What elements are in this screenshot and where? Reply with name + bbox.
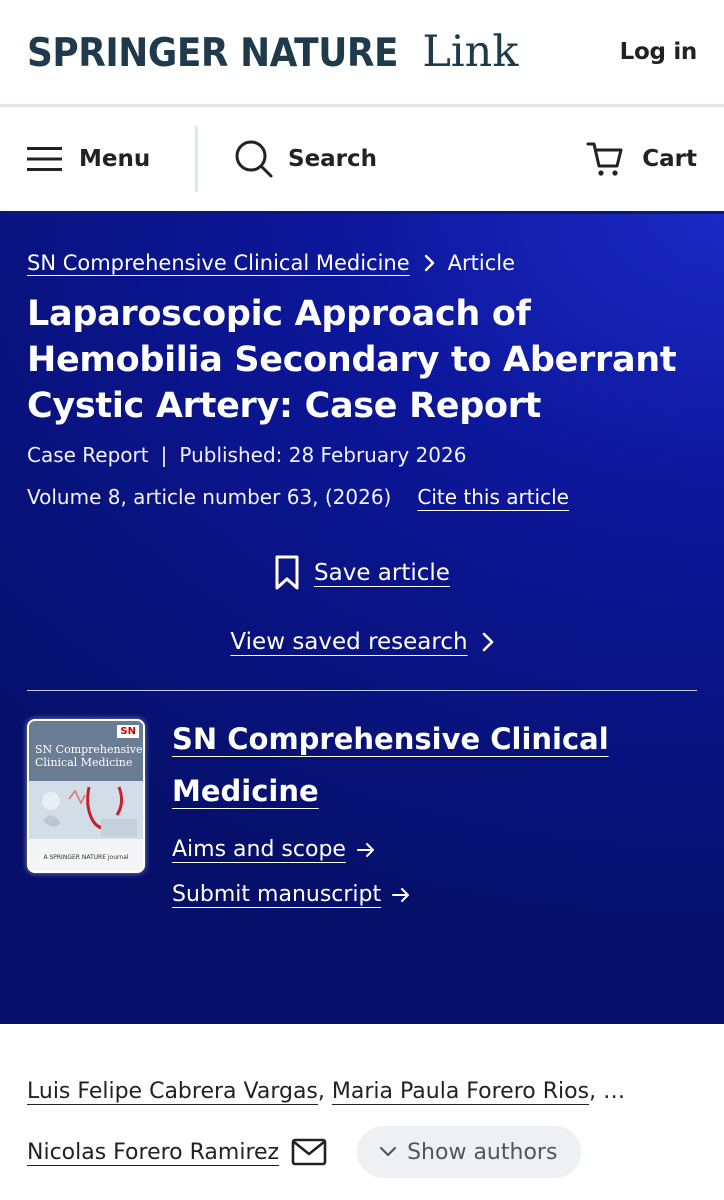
journal-box <box>27 719 697 907</box>
search-label: Search <box>288 146 378 172</box>
arrow-right-icon <box>391 886 411 904</box>
save-article-button[interactable] <box>27 555 697 591</box>
logo-brand-text: SPRINGER NATURE <box>27 31 399 76</box>
authors-list: Luis Felipe Cabrera Vargas , Maria Paula Forero Rios , … <box>27 1078 626 1104</box>
authors-ellipsis: … <box>603 1078 626 1104</box>
article-meta <box>27 443 697 467</box>
nav-divider <box>195 126 198 192</box>
main-navigation <box>0 107 724 214</box>
show-authors-button[interactable] <box>357 1126 581 1178</box>
aims-and-scope-link[interactable] <box>172 837 697 862</box>
cart-button[interactable] <box>586 140 697 178</box>
view-saved-research-label: View saved research <box>230 629 468 655</box>
logo-link-text: Link <box>422 27 519 77</box>
published-date: Published: 28 February 2026 <box>179 443 467 467</box>
article-hero <box>0 214 724 1024</box>
search-icon <box>234 139 274 179</box>
submit-manuscript-link[interactable] <box>172 882 697 907</box>
aims-and-scope-label: Aims and scope <box>172 837 346 862</box>
corresponding-author-link[interactable]: Nicolas Forero Ramirez <box>27 1139 280 1165</box>
chevron-down-icon <box>379 1146 397 1158</box>
journal-cover-image[interactable] <box>27 719 145 873</box>
submit-manuscript-label: Submit manuscript <box>172 882 382 907</box>
chevron-right-icon <box>482 632 494 652</box>
email-icon[interactable] <box>291 1138 327 1166</box>
cite-article-link[interactable]: Cite this article <box>417 485 569 509</box>
cover-title: SN Comprehensive Clinical Medicine <box>35 743 143 769</box>
cover-publisher: A SPRINGER NATURE journal <box>43 854 129 861</box>
article-title: Laparoscopic Approach of Hemobilia Secondary to Aberrant Cystic Artery: Case Report <box>27 294 677 426</box>
article-type: Case Report <box>27 443 149 467</box>
view-saved-research-link[interactable] <box>27 629 697 655</box>
arrow-right-icon <box>356 841 376 859</box>
breadcrumb-journal-link[interactable]: SN Comprehensive Clinical Medicine <box>27 251 410 275</box>
save-article-label: Save article <box>314 560 450 586</box>
cover-illustration <box>29 781 143 839</box>
author-link[interactable]: Luis Felipe Cabrera Vargas <box>27 1078 318 1104</box>
meta-separator: | <box>160 443 168 467</box>
journal-name-link[interactable]: SN Comprehensive Clinical Medicine <box>172 722 609 808</box>
search-button[interactable] <box>234 139 377 179</box>
hamburger-menu-icon <box>27 145 63 173</box>
breadcrumb-current: Article <box>447 251 516 275</box>
springer-nature-link-logo[interactable] <box>27 27 518 77</box>
journal-info <box>172 719 697 907</box>
bookmark-icon <box>274 555 300 591</box>
cart-icon <box>586 140 624 178</box>
breadcrumb <box>27 247 697 279</box>
cover-sn-badge: SN <box>117 725 139 738</box>
hero-divider <box>27 690 697 691</box>
menu-button[interactable] <box>27 145 195 173</box>
volume-info: Volume 8, article number 63, (2026) <box>27 485 392 509</box>
cart-label: Cart <box>642 146 697 172</box>
show-authors-label: Show authors <box>407 1139 558 1165</box>
chevron-right-icon <box>424 254 436 272</box>
authors-list-continued <box>27 1126 697 1178</box>
login-link[interactable]: Log in <box>619 39 697 65</box>
site-header <box>0 0 724 107</box>
article-volume-row <box>27 485 697 509</box>
author-link[interactable]: Maria Paula Forero Rios <box>331 1078 590 1104</box>
authors-section <box>0 1024 724 1178</box>
menu-label: Menu <box>79 146 151 172</box>
